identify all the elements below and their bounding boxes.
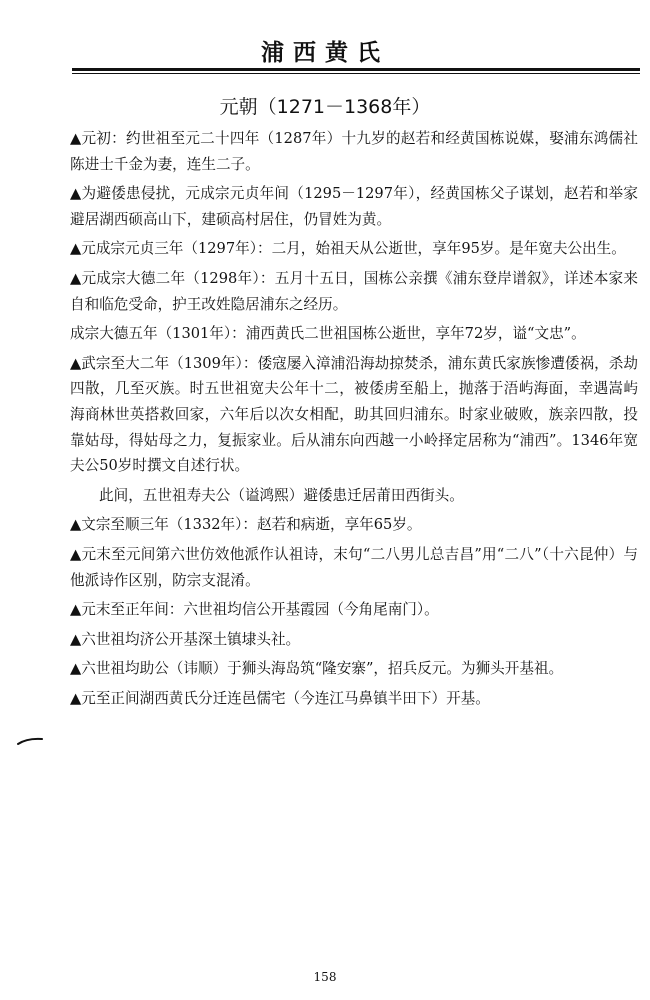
paragraph: ▲为避倭患侵扰，元成宗元贞年间（1295－1297年），经黄国栋父子谋划，赵若和举家避居湖西硕高山下，建硕高村居住，仍冒姓为黄。 (70, 185, 638, 228)
paragraph: 成宗大德五年（1301年）：浦西黄氏二世祖国栋公逝世，享年72岁，谥“文忠”。 (70, 325, 586, 343)
paragraph: ▲六世祖均助公（讳顺）于狮头海岛筑“隆安寨”，招兵反元。为狮头开基祖。 (70, 660, 564, 678)
section-title: 元朝（1271－1368年） (219, 96, 431, 118)
paragraph: ▲六世祖均济公开基深土镇埭头社。 (70, 630, 301, 648)
paragraph: ▲元初：约世祖至元二十四年（1287年）十九岁的赵若和经黄国栋说媒，娶浦东鸿儒社陈进士千金为妻，连生二子。 (70, 130, 638, 173)
paragraph: ▲文宗至顺三年（1332年）：赵若和病逝，享年65岁。 (70, 516, 422, 534)
pen-mark-decoration (17, 735, 43, 747)
paragraph: ▲元末至元间第六世仿效他派作认祖诗，末句“二八男儿总吉昌”用“二八”（十六昆仲）与他派诗作区别，防宗支混淆。 (70, 545, 638, 589)
header-rule-thick (72, 68, 640, 71)
running-header-title: 浦西黄氏 (261, 40, 389, 66)
paragraph: ▲元末至正年间：六世祖均信公开基霞园（今角尾南门）。 (70, 601, 439, 619)
page-number: 158 (313, 970, 337, 984)
header-rule-thin (72, 73, 640, 74)
paragraph: 此间，五世祖寿夫公（谥鸿熙）避倭患迁居莆田西街头。 (99, 486, 464, 504)
body-text (70, 126, 638, 715)
paragraph: ▲元成宗大德二年（1298年）：五月十五日，国栋公亲撰《浦东登岸谱叙》，详述本家来自和临危受命，护王改姓隐居浦东之经历。 (70, 269, 638, 313)
paragraph: ▲元成宗元贞三年（1297年）：二月，始祖天从公逝世，享年95岁。是年宽夫公出生。 (70, 240, 626, 258)
paragraph: ▲武宗至大二年（1309年）：倭寇屡入漳浦沿海劫掠焚杀，浦东黄氏家族惨遭倭祸，杀劫四散，几至灭族。时五世祖宽夫公年十二，被倭虏至船上，抛落于浯屿海面，幸遇嵩屿海商林世英搭救回家，六年后以次女相配，助其回归浦东。时家业破败，族亲四散，投靠姑母，得姑母之力，复振家业。后从浦东向西越一小岭择定居称为“浦西”。1346年宽夫公50岁时撰文自述行状。 (70, 354, 638, 475)
paragraph: ▲元至正间湖西黄氏分迁连邑儒宅（今连江马鼻镇半田下）开基。 (70, 689, 490, 707)
